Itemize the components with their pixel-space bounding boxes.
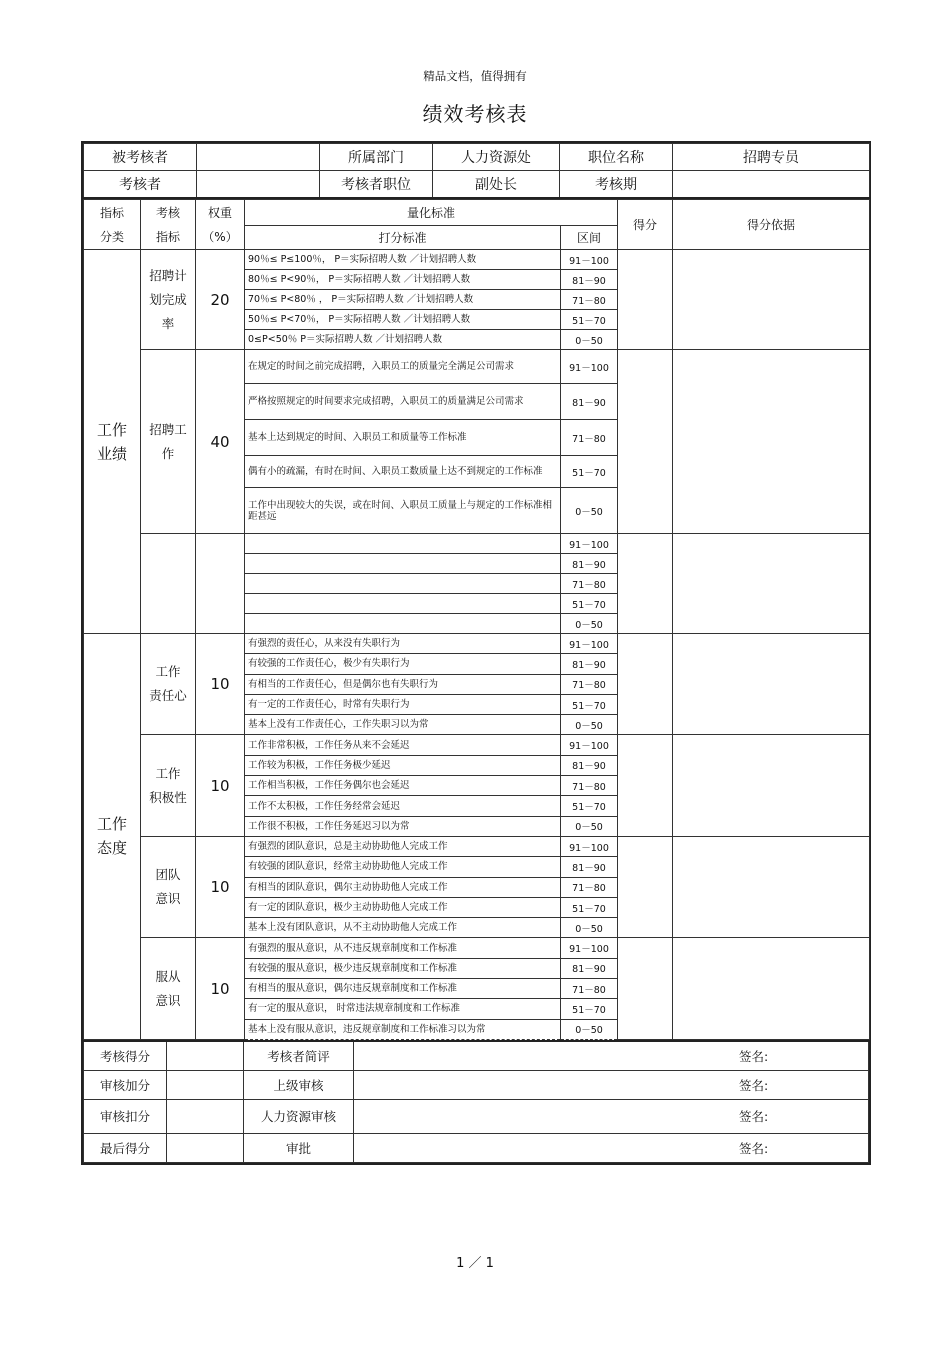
basis-cell[interactable]	[673, 250, 870, 350]
period-label: 考核期	[560, 171, 673, 199]
range-cell: 91－100	[561, 735, 618, 755]
summary-value[interactable]	[167, 1099, 244, 1133]
criteria-text: 有较强的工作责任心，极少有失职行为	[245, 654, 561, 674]
weight-cell	[196, 534, 245, 634]
weight-column-header: 权重 （%）	[196, 200, 245, 250]
criteria-text: 工作相当积极，工作任务偶尔也会延迟	[245, 776, 561, 796]
appraiser-label: 考核者	[84, 171, 197, 199]
info-row-1	[84, 144, 870, 171]
weight-cell: 10	[196, 938, 245, 1039]
range-cell: 51－70	[561, 310, 618, 330]
range-cell: 71－80	[561, 420, 618, 456]
range-cell: 71－80	[561, 877, 618, 897]
summary-row	[84, 1070, 869, 1099]
criteria-text: 0≤P<50％ P＝实际招聘人数 ／计划招聘人数	[245, 330, 561, 350]
signature-field[interactable]: 签名:	[354, 1133, 869, 1162]
range-cell: 0－50	[561, 918, 618, 938]
criteria-text: 工作较为积极，工作任务极少延迟	[245, 755, 561, 775]
appraiser-position-value[interactable]: 副处长	[433, 171, 560, 199]
criteria-text	[245, 554, 561, 574]
range-cell: 51－70	[561, 456, 618, 488]
indicator-cell: 招聘计 划完成 率	[141, 250, 196, 350]
range-cell: 51－70	[561, 999, 618, 1019]
range-cell: 81－90	[561, 554, 618, 574]
criteria-text: 有一定的工作责任心，时常有失职行为	[245, 694, 561, 714]
page-title: 绩效考核表	[422, 102, 528, 126]
header-note: 精品文档，值得拥有	[423, 69, 527, 83]
position-label: 职位名称	[560, 144, 673, 171]
criteria-row	[84, 836, 870, 856]
info-table	[83, 143, 870, 199]
criteria-text	[245, 574, 561, 594]
criteria-text: 有相当的团队意识，偶尔主动协助他人完成工作	[245, 877, 561, 897]
category-cell: 工作 业绩	[84, 250, 141, 634]
appraiser-value[interactable]	[197, 171, 320, 199]
summary-label: 考核得分	[84, 1041, 167, 1071]
range-cell: 81－90	[561, 270, 618, 290]
criteria-text: 有相当的服从意识，偶尔违反规章制度和工作标准	[245, 979, 561, 999]
weight-cell: 10	[196, 735, 245, 836]
department-value[interactable]: 人力资源处	[433, 144, 560, 171]
basis-cell[interactable]	[673, 735, 870, 836]
criteria-text: 基本上没有工作责任心，工作失职习以为常	[245, 715, 561, 735]
range-cell: 81－90	[561, 755, 618, 775]
signature-field[interactable]: 签名:	[354, 1041, 869, 1071]
score-column-header: 得分	[618, 200, 673, 250]
basis-cell[interactable]	[673, 534, 870, 634]
criteria-text: 有强烈的责任心，从来没有失职行为	[245, 634, 561, 654]
criteria-text: 有一定的服从意识， 时常违法规章制度和工作标准	[245, 999, 561, 1019]
indicator-cell: 工作 积极性	[141, 735, 196, 836]
range-cell: 71－80	[561, 574, 618, 594]
criteria-text: 在规定的时间之前完成招聘，入职员工的质量完全满足公司需求	[245, 350, 561, 384]
indicator-cell: 工作 责任心	[141, 634, 196, 735]
criteria-text: 有一定的团队意识，极少主动协助他人完成工作	[245, 897, 561, 917]
criteria-row	[84, 634, 870, 654]
criteria-text: 工作中出现较大的失误，或在时间、入职员工质量上与规定的工作标准相距甚远	[245, 488, 561, 534]
criteria-header-row-1	[84, 200, 870, 226]
summary-label: 审核扣分	[84, 1099, 167, 1133]
summary-value[interactable]	[167, 1070, 244, 1099]
weight-cell: 10	[196, 836, 245, 937]
criteria-text: 有相当的工作责任心，但是偶尔也有失职行为	[245, 674, 561, 694]
range-cell: 51－70	[561, 694, 618, 714]
basis-column-header: 得分依据	[673, 200, 870, 250]
range-cell: 71－80	[561, 290, 618, 310]
criteria-text: 80％≤ P<90％， P＝实际招聘人数 ／计划招聘人数	[245, 270, 561, 290]
appraisee-label: 被考核者	[84, 144, 197, 171]
criteria-row	[84, 735, 870, 755]
indicator-cell	[141, 534, 196, 634]
indicator-cell: 招聘工 作	[141, 350, 196, 534]
summary-row	[84, 1041, 869, 1071]
appraisal-form	[81, 141, 871, 1165]
summary-label: 最后得分	[84, 1133, 167, 1162]
criteria-text: 50％≤ P<70％， P＝实际招聘人数 ／计划招聘人数	[245, 310, 561, 330]
range-cell: 91－100	[561, 836, 618, 856]
range-cell: 81－90	[561, 857, 618, 877]
criteria-text: 有较强的服从意识，极少违反规章制度和工作标准	[245, 958, 561, 978]
range-cell: 91－100	[561, 350, 618, 384]
criteria-text: 90％≤ P≤100％， P＝实际招聘人数 ／计划招聘人数	[245, 250, 561, 270]
criteria-text: 基本上没有服从意识，违反规章制度和工作标准习以为常	[245, 1019, 561, 1039]
score-cell[interactable]	[618, 735, 673, 836]
range-cell: 0－50	[561, 330, 618, 350]
score-cell[interactable]	[618, 534, 673, 634]
criteria-text	[245, 594, 561, 614]
range-cell: 91－100	[561, 938, 618, 958]
weight-cell: 40	[196, 350, 245, 534]
summary-row	[84, 1133, 869, 1162]
indicator-cell: 团队 意识	[141, 836, 196, 937]
range-cell: 91－100	[561, 250, 618, 270]
criteria-text: 70％≤ P<80％ ， P＝实际招聘人数 ／计划招聘人数	[245, 290, 561, 310]
range-cell: 0－50	[561, 1019, 618, 1039]
range-cell: 0－50	[561, 488, 618, 534]
range-cell: 81－90	[561, 654, 618, 674]
range-cell: 91－100	[561, 534, 618, 554]
appraisee-value[interactable]	[197, 144, 320, 171]
criteria-text: 基本上没有团队意识，从不主动协助他人完成工作	[245, 918, 561, 938]
criteria-text: 严格按照规定的时间要求完成招聘，入职员工的质量满足公司需求	[245, 384, 561, 420]
criteria-text: 工作不太积极，工作任务经常会延迟	[245, 796, 561, 816]
criteria-text: 有强烈的服从意识，从不违反规章制度和工作标准	[245, 938, 561, 958]
basis-cell[interactable]	[673, 938, 870, 1039]
info-row-2	[84, 171, 870, 199]
criteria-text	[245, 534, 561, 554]
criteria-text	[245, 614, 561, 634]
range-cell: 91－100	[561, 634, 618, 654]
range-cell: 51－70	[561, 594, 618, 614]
summary-label: 审核加分	[84, 1070, 167, 1099]
range-cell: 0－50	[561, 715, 618, 735]
position-value[interactable]: 招聘专员	[673, 144, 870, 171]
criteria-row	[84, 938, 870, 958]
weight-cell: 10	[196, 634, 245, 735]
range-cell: 81－90	[561, 958, 618, 978]
criteria-table	[83, 199, 870, 1040]
criteria-text: 工作非常积极，工作任务从来不会延迟	[245, 735, 561, 755]
range-cell: 71－80	[561, 674, 618, 694]
basis-cell[interactable]	[673, 836, 870, 937]
criteria-row	[84, 350, 870, 384]
signature-field[interactable]: 签名:	[354, 1099, 869, 1133]
score-cell[interactable]	[618, 250, 673, 350]
appraiser-position-label: 考核者职位	[320, 171, 433, 199]
quant-standard-header: 量化标准	[245, 200, 618, 226]
score-cell[interactable]	[618, 350, 673, 534]
score-cell[interactable]	[618, 634, 673, 735]
indicator-column-header: 考核 指标	[141, 200, 196, 250]
signature-field[interactable]: 签名:	[354, 1070, 869, 1099]
score-cell[interactable]	[618, 836, 673, 937]
page-number: 1 ／ 1	[456, 1256, 494, 1271]
range-cell: 71－80	[561, 979, 618, 999]
range-subheader: 区间	[561, 226, 618, 250]
range-cell: 51－70	[561, 796, 618, 816]
criteria-row	[84, 250, 870, 270]
range-cell: 81－90	[561, 384, 618, 420]
summary-row	[84, 1099, 869, 1133]
basis-cell[interactable]	[673, 634, 870, 735]
review-label: 审批	[244, 1133, 354, 1162]
review-label: 人力资源审核	[244, 1099, 354, 1133]
criteria-subheader: 打分标准	[245, 226, 561, 250]
department-label: 所属部门	[320, 144, 433, 171]
summary-value[interactable]	[167, 1133, 244, 1162]
summary-table	[83, 1040, 869, 1163]
basis-cell[interactable]	[673, 350, 870, 534]
score-cell[interactable]	[618, 938, 673, 1039]
range-cell: 0－50	[561, 816, 618, 836]
criteria-text: 有较强的团队意识，经常主动协助他人完成工作	[245, 857, 561, 877]
criteria-text: 偶有小的疏漏，有时在时间、入职员工数质量上达不到规定的工作标准	[245, 456, 561, 488]
criteria-text: 工作很不积极，工作任务延迟习以为常	[245, 816, 561, 836]
range-cell: 71－80	[561, 776, 618, 796]
weight-cell: 20	[196, 250, 245, 350]
category-cell: 工作 态度	[84, 634, 141, 1040]
review-label: 上级审核	[244, 1070, 354, 1099]
indicator-cell: 服从 意识	[141, 938, 196, 1039]
range-cell: 0－50	[561, 614, 618, 634]
criteria-text: 基本上达到规定的时间、入职员工和质量等工作标准	[245, 420, 561, 456]
review-label: 考核者简评	[244, 1041, 354, 1071]
summary-value[interactable]	[167, 1041, 244, 1071]
period-value[interactable]	[673, 171, 870, 199]
criteria-text: 有强烈的团队意识，总是主动协助他人完成工作	[245, 836, 561, 856]
range-cell: 51－70	[561, 897, 618, 917]
category-column-header: 指标 分类	[84, 200, 141, 250]
criteria-row	[84, 534, 870, 554]
